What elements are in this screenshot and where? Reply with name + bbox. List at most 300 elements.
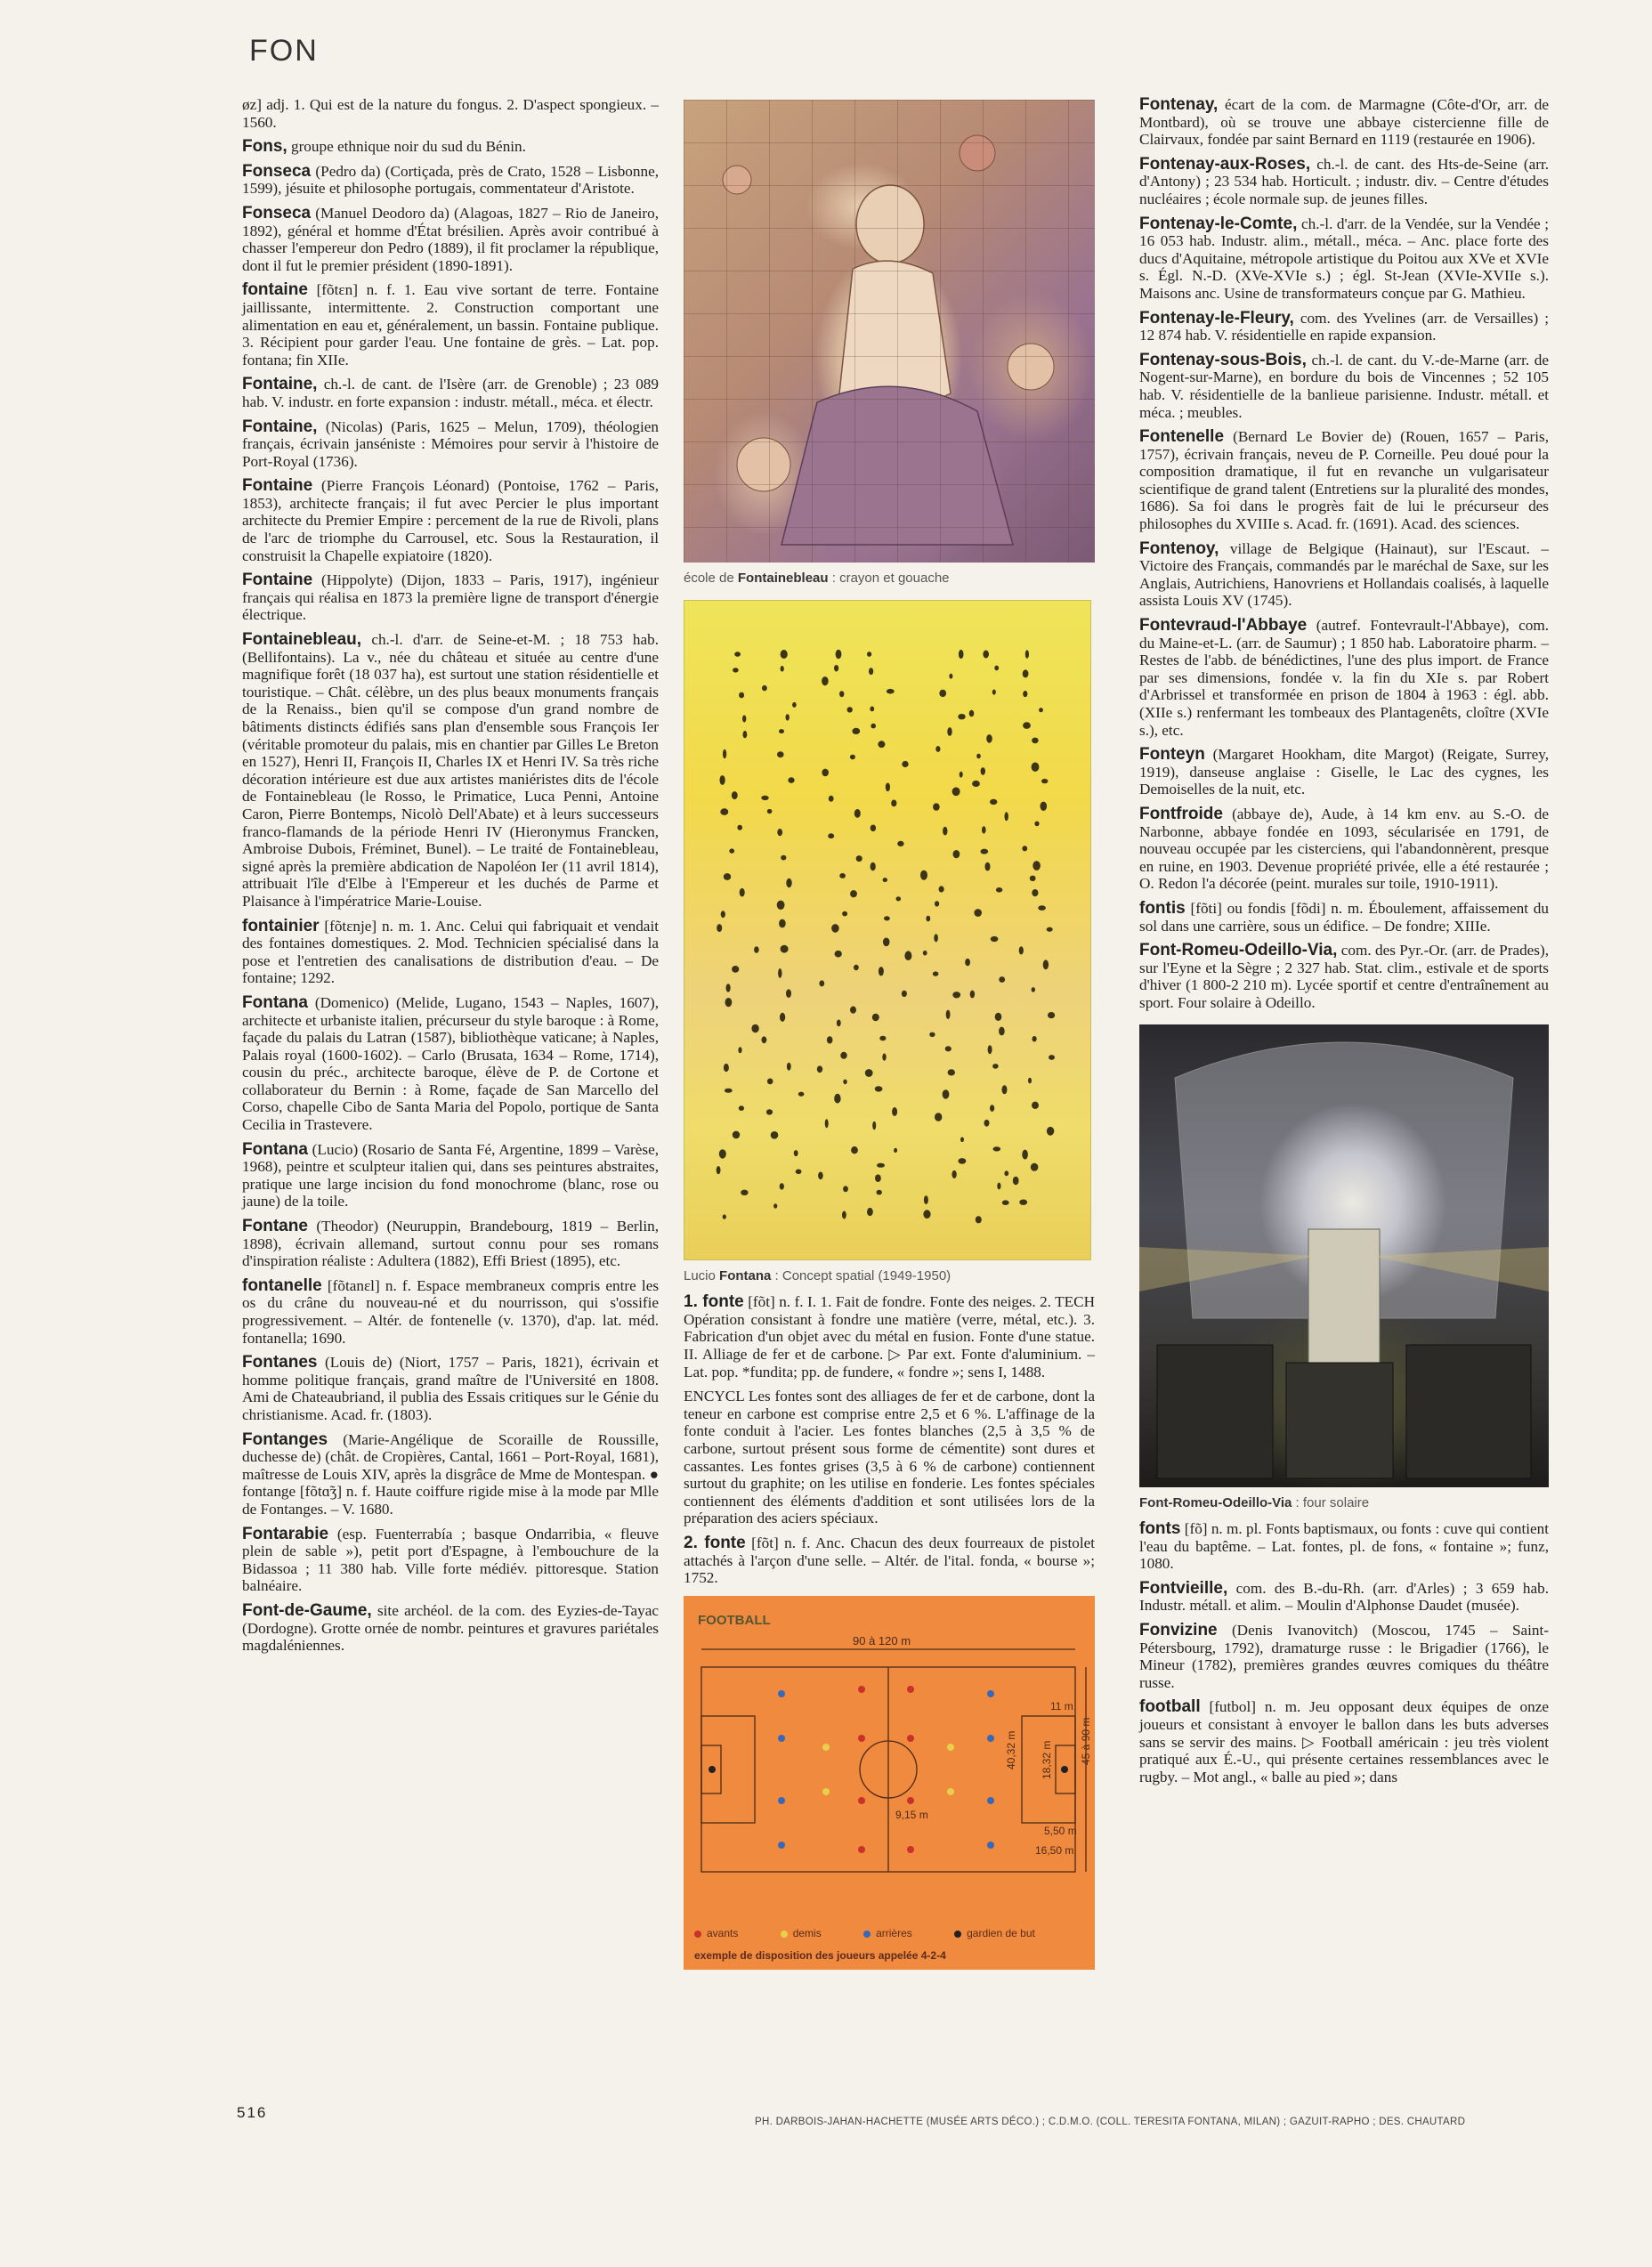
perforation-dot — [875, 1086, 883, 1091]
definition: [fõt] n. f. I. 1. Fait de fondre. Fonte des neiges. 2. TECH Opération consistant à fondre une matière (verre, métal, etc.). 3. Fabrication d'un objet avec du métal en fusion. Fonte d'une statue. II. Alliage de fer et de carbone. ▷ Par ext. Fonte d'aluminium. – Lat. pop. *fundita; pp. de fundere, « fondre »; sens I, 1488. — [684, 1293, 1095, 1380]
perforation-dot — [924, 1195, 928, 1204]
perforation-dot — [1047, 1126, 1054, 1135]
perforation-dot — [965, 958, 970, 965]
dim-goal-area: 18,32 m — [1041, 1740, 1053, 1779]
perforation-dot — [894, 1147, 897, 1152]
perforation-dot — [949, 673, 952, 678]
caption-fontainebleau — [684, 570, 1095, 587]
perforation-dot — [1025, 650, 1029, 659]
perforation-dot — [827, 1036, 833, 1043]
perforation-dot — [734, 652, 741, 657]
headword: Fontana — [242, 1139, 308, 1159]
perforation-dot — [1030, 875, 1036, 880]
perforation-dot — [767, 1078, 773, 1084]
perforation-dot — [839, 691, 844, 697]
perforation-dot — [732, 966, 739, 973]
caption-text: : four solaire — [1292, 1494, 1370, 1510]
perforation-dot — [851, 1146, 858, 1154]
headword: Fonteyn — [1139, 745, 1205, 765]
perforation-dot — [988, 1045, 992, 1054]
entry — [242, 1277, 659, 1347]
legend-label: demis — [792, 1926, 822, 1939]
perforation-dot — [781, 854, 786, 860]
headword: fontaine — [242, 280, 308, 300]
column-2 — [684, 100, 1095, 1970]
perforation-dot — [829, 795, 834, 801]
perforation-dot — [996, 887, 1002, 893]
perforation-dot — [935, 746, 940, 752]
entry — [1139, 96, 1549, 149]
headword: Fonseca — [242, 161, 312, 181]
definition: écart de la com. de Marmagne (Côte-d'Or, arr. de Montbard), où se trouve une abbaye cistercienne fille de Clairvaux, fondée par saint Bernard en 1119 (restaurée en 1906). — [1139, 96, 1550, 149]
perforation-dot — [934, 934, 938, 942]
perforation-dot — [1032, 762, 1040, 771]
entry — [242, 138, 659, 156]
perforation-dot — [891, 799, 896, 806]
perforation-dot — [721, 911, 725, 918]
definition: [fõtɛnje] n. m. 1. Anc. Celui qui fabriquait et vendait des fontaines domestiques. 2. Mod. Technicien spécialisé dans la pose et l'entretien des canalisations de distribution d'eau. – De fontaine; 1292. — [242, 917, 659, 987]
perforation-dot — [923, 1210, 930, 1219]
perforation-dot — [1039, 708, 1043, 712]
perforation-dot — [819, 980, 824, 986]
perforation-dot — [933, 971, 939, 976]
perforation-dot — [825, 1119, 829, 1128]
headword: Fontfroide — [1139, 804, 1223, 823]
dim-1650: 16,50 m — [1035, 1843, 1074, 1857]
perforation-dot — [995, 1012, 1002, 1020]
perforation-dot — [739, 1105, 744, 1111]
column-1 — [242, 96, 659, 1662]
perforation-dot — [740, 887, 745, 896]
perforation-dot — [786, 989, 791, 998]
definition: øz] adj. 1. Qui est de la nature du fongus. 2. D'aspect spongieux. – 1560. — [242, 96, 659, 131]
definition: (Denis Ivanovitch) (Moscou, 1745 – Saint-Pétersbourg, 1792), dramaturge russe : le Brigadier (1766), le Mineur (1782), premières grandes œuvres comiques du théâtre russe. — [1139, 1622, 1549, 1691]
perforation-dot — [1032, 1101, 1039, 1108]
perforation-dot — [902, 760, 908, 766]
perforation-dot — [920, 870, 927, 879]
perforation-dot — [767, 808, 773, 813]
perforation-dot — [997, 1182, 1000, 1189]
headword: Fontenay-le-Fleury, — [1139, 308, 1294, 328]
entry — [242, 994, 659, 1134]
definition: [fõtanɛl] n. f. Espace membraneux compris entre les os du crâne du nouveau-né et du nourrisson, qui s'ossifie progressivement. – Altér. de fontenelle (v. 1370), d'ap. lat. méd. fontanella; 1690. — [242, 1276, 660, 1347]
perforation-dot — [896, 896, 902, 901]
definition: ch.-l. de cant. du V.-de-Marne (arr. de Nogent-sur-Marne), en bordure du bois de Vincennes ; 52 105 hab. V. résidentielle de la banlieue parisienne. Industr. métall. et méca. ; meubles. — [1139, 351, 1549, 421]
caption-text: Lucio — [684, 1267, 720, 1283]
headword: Fontenelle — [1139, 427, 1225, 447]
perforation-dot — [1032, 987, 1035, 992]
definition: (abbaye de), Aude, à 14 km env. au S.-O. de Narbonne, abbaye fondée en 1093, sécularisée en 1791, de nouveau occupée par les cisterciens, qui l'abandonnèrent, presque en ruine, en 1903. Devenue propriété privée, elle a été restaurée ; O. Redon l'a décorée (peint. murales sur toile, 1910-1911). — [1139, 805, 1550, 893]
entry — [242, 1526, 659, 1595]
definition: ch.-l. d'arr. de la Vendée, sur la Vendée ; 16 053 hab. Industr. alim., métall., méca. – Anc. place forte des ducs d'Aquitaine, métropole artistique du Poitou aux XVe et XVIe s. Égl. N.-D. (XVe-XVIe s.) ; égl. St-Jean (XVIe-XVIIe s.). Maisons anc. Usine de transformateurs conçue par G. Mathieu. — [1139, 215, 1550, 302]
perforation-dot — [976, 753, 981, 758]
caption-text: école de — [684, 571, 738, 586]
perforation-dot — [939, 689, 946, 696]
caption-bold: Font-Romeu-Odeillo-Via — [1139, 1494, 1292, 1510]
headword: Fontaine, — [242, 375, 318, 394]
headword: Fontana — [242, 992, 308, 1012]
legend-item — [781, 1927, 841, 1939]
perforation-dot — [796, 1169, 802, 1174]
perforation-dot — [723, 1214, 726, 1219]
perforation-dot — [726, 984, 731, 992]
perforation-dot — [1047, 927, 1053, 931]
entry — [242, 205, 659, 274]
definition: groupe ethnique noir du sud du Bénin. — [290, 138, 526, 156]
perforation-dot — [762, 1036, 767, 1043]
perforation-dot — [992, 1064, 999, 1069]
headword: fontis — [1139, 898, 1186, 918]
perforation-dot — [839, 873, 846, 878]
headword: Font-Romeu-Odeillo-Via, — [1139, 941, 1338, 960]
perforation-dot — [1049, 1055, 1055, 1060]
legend-item — [954, 1927, 1055, 1939]
entry — [1139, 352, 1549, 421]
definition: ch.-l. d'arr. de Seine-et-M. ; 18 753 hab. (Bellifontains). La v., née du château et située au centre d'une magnifique forêt (18 037 ha), est surtout une station résidentielle et touristique. – Chât. célèbre, un des plus beaux monuments français de la Renaiss., bien qu'il se compose d'un grand nombre de bâtiments distincts édifiés sans plan d'ensemble sous François Ier (véritable promoteur du palais, mis en chantier par Gilles Le Breton en 1527), Henri II, François II, Charles IX et Henri IV. Sa très riche décoration intérieure est due aux artistes maniéristes dits de l'école de Fontainebleau (le Rosso, le Primatice, Luca Penni, Antoine Caron, Pierre Bontemps, Nicolò Dell'Abate) et à leurs successeurs franco-flamands de la période Henri IV (Hieronymus Francken, Ambroise Dubois, Fréminet, Bunel). – Le traité de Fontainebleau, signé après la première abdication de Napoléon Ier (11 avril 1814), attribuait l'île d'Elbe à l'Empereur et les duchés de Parme et Plaisance à l'impératrice Marie-Louise. — [242, 631, 660, 910]
perforation-dot — [835, 950, 842, 957]
perforation-dot — [879, 1035, 886, 1040]
perforation-dot — [1041, 801, 1048, 810]
perforation-dot — [1023, 691, 1027, 697]
entry — [1139, 310, 1549, 344]
dim-width: 45 à 90 m — [1080, 1717, 1092, 1765]
page-header-title: FON — [249, 34, 319, 68]
entry — [242, 163, 659, 198]
perforation-dot — [1032, 737, 1039, 743]
definition: [fõti] ou fondis [fõdi] n. m. Éboulement, affaissement du sol dans une carrière, sous un édifice. – De fondre; XIIIe. — [1139, 899, 1549, 935]
perforation-dot — [834, 1093, 840, 1103]
perforation-dot — [981, 767, 985, 775]
dim-circle: 9,15 m — [895, 1808, 928, 1821]
perforation-dot — [959, 649, 964, 658]
headword: Fontenay-le-Comte, — [1139, 214, 1298, 233]
entry — [242, 418, 659, 471]
column-3 — [1139, 96, 1549, 1793]
perforation-dot — [943, 1089, 950, 1098]
headword: Fontenay, — [1139, 95, 1219, 114]
definition: (esp. Fuenterrabía ; basque Ondarribia, « fleuve plein de sable »), petit port d'Espagne, à l'embouchure de la Bidassoa ; 11 380 hab. Ville forte médiév. pittoresque. Station balnéaire. — [242, 1525, 659, 1595]
perforation-dot — [969, 709, 975, 717]
headword: Fonvizine — [1139, 1621, 1218, 1640]
perforation-dot — [926, 915, 930, 921]
perforation-dot — [897, 840, 903, 846]
solar-furnace-shapes — [1139, 1024, 1549, 1487]
perforation-dot — [992, 689, 996, 694]
perforation-dot — [929, 1032, 935, 1036]
perforation-dot — [990, 798, 997, 804]
solar-furnace-image — [1139, 1024, 1549, 1487]
perforation-dot — [1028, 1077, 1032, 1083]
perforation-dot — [777, 900, 785, 909]
definition: (Pierre François Léonard) (Pontoise, 1762 – Paris, 1853), architecte français; il fut avec Percier le plus important architecte du Premier Empire : percement de la rue de Rivoli, plans de l'arc de triomphe du Carrousel, etc. Sous la Restauration, il construisit la Chapelle expiatoire (1820). — [242, 477, 659, 564]
perforation-dot — [948, 1069, 955, 1075]
perforation-dot — [882, 1053, 886, 1060]
perforation-dot — [1002, 1085, 1008, 1094]
perforation-dot — [946, 1009, 951, 1018]
perforation-dot — [1041, 778, 1048, 782]
headword: football — [1139, 1697, 1201, 1717]
perforation-dot — [720, 808, 728, 815]
perforation-dot — [981, 848, 989, 854]
perforation-dot — [792, 701, 797, 707]
entry — [242, 376, 659, 410]
perforation-dot — [738, 1047, 741, 1053]
football-caption: exemple de disposition des joueurs appelée 4-2-4 — [694, 1948, 946, 1962]
perforation-dot — [733, 668, 739, 672]
entry — [242, 631, 659, 911]
entry — [242, 281, 659, 368]
drawing-grid — [684, 100, 1095, 563]
perforation-dot — [923, 950, 927, 955]
definition: (Nicolas) (Paris, 1625 – Melun, 1709), théologien français, écrivain janséniste : Mémoires pour servir à l'histoire de Port-Royal (1736). — [242, 417, 660, 470]
dim-box: 40,32 m — [1005, 1730, 1017, 1769]
perforation-dot — [877, 1189, 882, 1194]
entry — [1139, 1698, 1549, 1785]
entry — [242, 1354, 659, 1423]
perforation-dot — [983, 650, 989, 658]
perforation-dot — [850, 754, 855, 759]
perforation-dot — [999, 1026, 1005, 1035]
definition: com. des Pyr.-Or. (arr. de Prades), sur l'Eyne et la Sègre ; 2 327 hab. Stat. clim., estivale et de sports d'hiver (1 800-2 210 m). Lycée sportif et centre d'entraînement au sport. Four solaire à Odeillo. — [1139, 942, 1550, 1011]
entry — [1139, 806, 1549, 893]
perforation-dot — [854, 809, 861, 818]
perforation-dot — [777, 751, 784, 757]
perforation-dot — [842, 1210, 846, 1219]
perforation-dot — [719, 1149, 726, 1158]
headword: Font-de-Gaume, — [242, 1600, 372, 1620]
perforation-dot — [842, 911, 847, 916]
perforation-dot — [953, 850, 960, 858]
perforation-dot — [960, 771, 963, 777]
entry — [242, 918, 659, 987]
perforation-dot — [822, 676, 829, 685]
perforation-dot — [737, 824, 742, 830]
perforation-dot — [945, 1046, 952, 1051]
definition: [fõt] n. f. Anc. Chacun des deux fourreaux de pistolet attachés à l'arçon d'une selle. – Altér. de l'ital. fonda, « bourse »; 1752. — [684, 1534, 1096, 1587]
perforation-dot — [724, 873, 731, 880]
perforation-dot — [754, 946, 759, 953]
entry — [1139, 1580, 1549, 1615]
photo-credits: PH. DARBOIS-JAHAN-HACHETTE (MUSÉE ARTS DÉCO.) ; C.D.M.O. (COLL. TERESITA FONTANA, MILAN) ; GAZUIT-RAPHO ; DES. CHAUTARD — [755, 2117, 1466, 2127]
perforation-dot — [781, 944, 789, 952]
perforation-dot — [1013, 1176, 1019, 1185]
perforation-dot — [850, 890, 857, 897]
perforation-dot — [993, 1146, 1001, 1151]
definition: com. des B.-du-Rh. (arr. d'Arles) ; 3 659 hab. Industr. métall. et alim. – Moulin d'Alphonse Daudet (musée). — [1139, 1579, 1550, 1615]
entry — [242, 1602, 659, 1655]
entry — [242, 1431, 659, 1518]
perforation-dot — [766, 1109, 773, 1114]
perforation-dot — [1034, 821, 1039, 826]
entry — [1139, 900, 1549, 935]
perforation-dots — [684, 601, 1090, 1259]
perforation-dot — [843, 1186, 848, 1192]
football-pitch — [684, 1596, 1095, 1970]
entry — [684, 1534, 1095, 1587]
headword: Fons, — [242, 137, 287, 157]
perforation-dot — [781, 650, 788, 659]
definition: ch.-l. de cant. de l'Isère (arr. de Grenoble) ; 23 089 hab. V. industr. en forte expansion : industr. métall., méca. et électr. — [242, 376, 659, 410]
perforation-dot — [939, 886, 944, 892]
perforation-dot — [778, 968, 781, 978]
definition: village de Belgique (Hainaut), sur l'Escaut. – Victoire des Français, commandés par le maréchal de Saxe, sur les Anglais, Autrichiens, Hanovriens et Hollandais coalisés, à laquelle assista Louis XV (1745). — [1139, 539, 1550, 610]
perforation-dot — [822, 768, 829, 776]
perforation-dot — [786, 714, 790, 720]
page-number: 516 — [237, 2104, 268, 2121]
perforation-dot — [1032, 861, 1041, 870]
perforation-dot — [840, 1051, 846, 1058]
perforation-dot — [843, 1079, 846, 1084]
perforation-dot — [834, 665, 838, 671]
definition: [futbol] n. m. Jeu opposant deux équipes de onze joueurs et consistant à envoyer le ballon dans les buts adverses sans se servir des mains. ▷ Football américain : jeu très violent pratiqué aux É.-U., qui présente certaines ressemblances avec le rugby. – Mot angl., « balle au pied »; dans — [1139, 1698, 1549, 1785]
perforation-dot — [886, 782, 890, 791]
football-legend — [694, 1925, 1074, 1943]
entry — [242, 1218, 659, 1270]
dim-length: 90 à 120 m — [853, 1633, 911, 1648]
headword: Fontane — [242, 1217, 308, 1236]
perforation-dot — [1004, 1170, 1008, 1176]
headword: Fontainebleau, — [242, 630, 362, 650]
perforation-dot — [1022, 846, 1027, 851]
perforation-dot — [761, 795, 768, 799]
perforation-dot — [717, 924, 722, 932]
perforation-dot — [974, 909, 982, 917]
fontana-concept-spatial-image — [684, 600, 1091, 1260]
entry — [684, 1293, 1095, 1380]
perforation-dot — [867, 1207, 873, 1215]
headword: Fontenoy, — [1139, 538, 1219, 558]
entry — [1139, 942, 1549, 1011]
entry — [1139, 1520, 1549, 1573]
perforation-dot — [1019, 1199, 1027, 1204]
perforation-dot — [877, 1162, 885, 1167]
definition: [fõtɛn] n. f. 1. Eau vive sortant de terre. Fontaine jaillissante, intermittente. 2. Construction comportant une alimentation en eau et, généralement, un bassin. Fontaine publique. 3. Récipient pour garder l'eau. Une fontaine de grès. – Lat. pop. fontana; fin XIIe. — [242, 281, 659, 368]
perforation-dot — [943, 826, 947, 835]
entry — [1139, 540, 1549, 610]
entry — [242, 571, 659, 624]
perforation-dot — [831, 924, 839, 933]
perforation-dot — [904, 951, 911, 960]
perforation-dot — [847, 707, 853, 712]
perforation-dot — [902, 990, 907, 996]
perforation-dot — [850, 1006, 856, 1013]
perforation-dot — [828, 833, 834, 838]
definition: (Lucio) (Rosario de Santa Fé, Argentine, 1899 – Varèse, 1968), peintre et sculpteur italien qui, dans ses peintures abstraites, pratique une large incision du fond monochrome (blanc, rose ou jaune) de la toile. — [242, 1140, 659, 1210]
headword: Fontaine, — [242, 417, 318, 436]
perforation-dot — [958, 714, 965, 719]
perforation-dot — [887, 688, 895, 693]
perforation-dot — [990, 1105, 994, 1112]
perforation-dot — [952, 787, 960, 796]
perforation-dot — [779, 729, 784, 733]
headword: Fontvieille, — [1139, 1578, 1228, 1598]
perforation-dot — [984, 1119, 990, 1126]
perforation-dot — [733, 1130, 740, 1138]
fontainebleau-painting-image — [684, 100, 1095, 563]
entry-encyclopedic — [684, 1388, 1095, 1527]
perforation-dot — [976, 1216, 982, 1223]
definition: (Hippolyte) (Dijon, 1833 – Paris, 1917), ingénieur français qui réalisa en 1873 la première ligne de transport d'énergie électrique. — [242, 571, 659, 624]
perforation-dot — [958, 1158, 966, 1164]
perforation-dot — [999, 976, 1005, 983]
perforation-dot — [1002, 1200, 1009, 1205]
legend-label: avants — [707, 1926, 739, 1939]
perforation-dot — [723, 749, 726, 758]
perforation-dot — [739, 692, 744, 698]
perforation-dot — [1032, 1036, 1037, 1041]
perforation-dot — [994, 665, 999, 670]
perforation-dot — [871, 723, 876, 728]
perforation-dot — [871, 824, 876, 831]
perforation-dot — [787, 1062, 791, 1070]
perforation-dot — [1032, 889, 1038, 896]
headword: Fontenay-sous-Bois, — [1139, 350, 1307, 369]
headword: fontanelle — [242, 1275, 322, 1295]
legend-item — [863, 1927, 932, 1939]
entry — [1139, 746, 1549, 798]
perforation-dot — [771, 1131, 779, 1139]
perforation-dot — [837, 1019, 841, 1026]
headword: 1. fonte — [684, 1292, 744, 1312]
definition: (Marie-Angélique de Scoraille de Roussille, duchesse de) (chât. de Cropières, Cantal, 1661 – Port-Royal, 1681), maîtresse de Louis XIV, après la disgrâce de Mme de Montespan. ● fontange [fõtɑ̃ʒ] n. f. Haute coiffure rigide mise à la mode par Mlle de Fontanges. – V. 1680. — [242, 1430, 659, 1518]
perforation-dot — [854, 964, 859, 969]
perforation-dot — [892, 1107, 897, 1116]
definition: com. des Yvelines (arr. de Versailles) ; 12 874 hab. V. résidentielle en rapide expansion. — [1139, 309, 1550, 344]
perforation-dot — [935, 901, 939, 906]
perforation-dot — [970, 990, 975, 998]
perforation-dot — [725, 1088, 733, 1092]
perforation-dot — [865, 1069, 873, 1077]
definition: (Margaret Hookham, dite Margot) (Reigate, Surrey, 1919), danseuse anglaise : Giselle, le Lac des cygnes, les Demoiselles de la nuit, etc. — [1139, 746, 1550, 798]
perforation-dot — [883, 878, 887, 882]
entry — [242, 96, 659, 131]
perforation-dot — [867, 652, 871, 657]
perforation-dot — [762, 684, 767, 690]
perforation-dot — [1022, 1149, 1028, 1159]
perforation-dot — [781, 666, 784, 672]
perforation-dot — [878, 741, 885, 748]
perforation-dot — [836, 649, 842, 658]
headword: Fontaine — [242, 571, 313, 590]
entry — [1139, 156, 1549, 208]
perforation-dot — [1038, 905, 1046, 911]
perforation-dot — [960, 1137, 964, 1142]
definition: [fõ] n. m. pl. Fonts baptismaux, ou fonts : cuve qui contient l'eau du baptême. – Lat. fontes, pl. de fons, « fontaine »; funz, 1080. — [1139, 1520, 1549, 1573]
perforation-dot — [870, 706, 874, 711]
headword: Fontanges — [242, 1429, 328, 1449]
perforation-dot — [729, 848, 734, 853]
perforation-dot — [883, 937, 890, 946]
headword: Fontarabie — [242, 1524, 329, 1543]
definition: site archéol. de la com. des Eyzies-de-Tayac (Dordogne). Grotte ornée de nombr. peintures et gravures pariétales magdaléniennes. — [242, 1601, 659, 1655]
definition: (Pedro da) (Cortiçada, près de Crato, 1528 – Lisbonne, 1599), jésuite et philosophe portugais, commentateur d'Aristote. — [242, 162, 660, 198]
perforation-dot — [777, 829, 782, 836]
perforation-dot — [724, 1063, 729, 1071]
perforation-dot — [872, 1013, 879, 1020]
legend-label: arrières — [876, 1926, 912, 1939]
headword: Fontaine — [242, 476, 313, 496]
definition: (Bernard Le Bovier de) (Rouen, 1657 – Paris, 1757), écrivain français, neveu de P. Corneille. Peu doué pour la composition dramatique, il fut en revanche un vulgarisateur scientifique de grand talent (Entretiens sur la pluralité des mondes, 1686). Sa foi dans le progrès fait de lui le précurseur des philosophes du XVIIIe s. Acad. fr. (1691). Acad. des sciences. — [1139, 428, 1550, 533]
perforation-dot — [982, 826, 986, 833]
perforation-dot — [869, 668, 873, 675]
perforation-dot — [717, 1166, 721, 1174]
perforation-dot — [1005, 812, 1008, 821]
perforation-dot — [743, 731, 748, 738]
perforation-dot — [871, 862, 876, 870]
perforation-dot — [852, 727, 860, 733]
perforation-dot — [817, 1065, 822, 1073]
perforation-dot — [773, 1203, 777, 1208]
